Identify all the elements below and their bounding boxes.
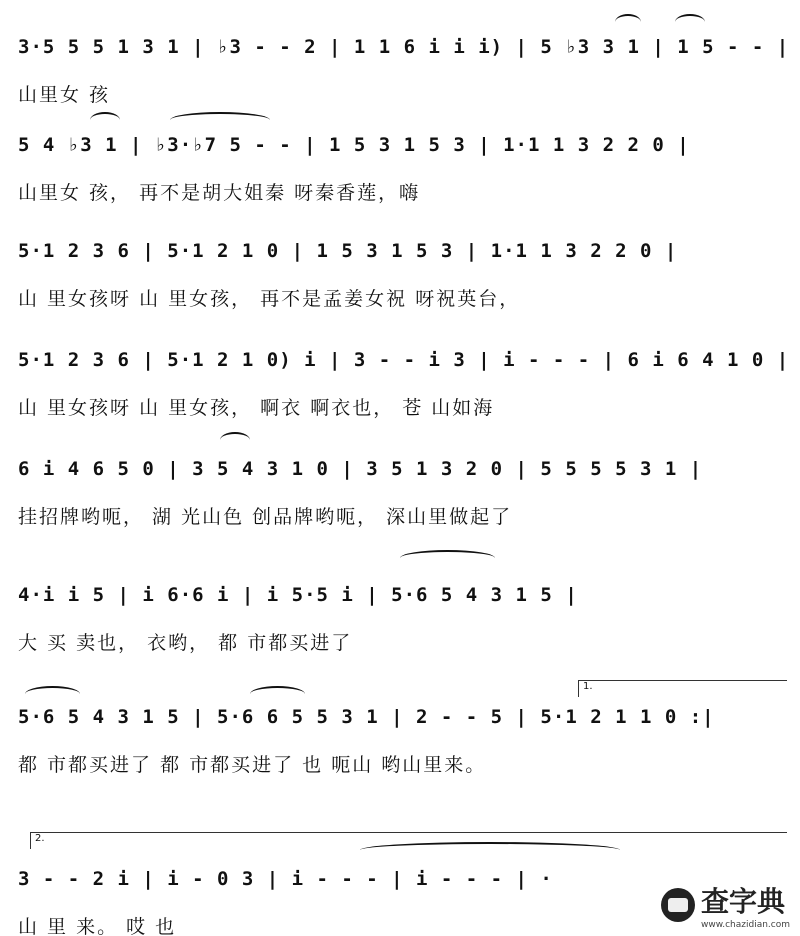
slur-mark: [400, 550, 495, 566]
notes-line-8: 3 - - 2 i | i - 0 3 | i - - - | i - - - | ·: [18, 868, 553, 890]
slur-mark: [25, 686, 80, 702]
watermark-title: 查字典: [700, 885, 785, 918]
staff-line-6: [0, 584, 800, 694]
lyrics-line-7: 都 市都买进了 都 市都买进了 也 呃山 哟山里来。: [18, 754, 487, 776]
notes-line-7: 5·6 5 4 3 1 5 | 5·6 6 5 5 3 1 | 2 - - 5 | 5·1 2 1 1 0 :|: [18, 706, 715, 728]
notes-line-6: 4·i i 5 | i 6·6 i | i 5·5 i | 5·6 5 4 3 1 5 |: [18, 584, 578, 606]
staff-line-1: [0, 36, 800, 146]
slur-mark: [90, 112, 120, 128]
lyrics-line-2: 山里女 孩， 再不是胡大姐秦 呀秦香莲，嗨: [18, 182, 421, 204]
slur-mark: [360, 842, 620, 858]
notes-line-2: 5 4 ♭3 1 | ♭3·♭7 5 - - | 1 5 3 1 5 3 | 1·1 1 3 2 2 0 |: [18, 134, 690, 156]
watermark: [661, 880, 790, 930]
notes-line-1: 3·5 5 5 1 3 1 | ♭3 - - 2 | 1 1 6 i i i) | 5 ♭3 3 1 | 1 5 - - |: [18, 36, 790, 58]
volta-2-label: 2.: [35, 833, 45, 844]
slur-mark: [220, 432, 250, 448]
staff-line-3: [0, 240, 800, 350]
notes-line-3: 5·1 2 3 6 | 5·1 2 1 0 | 1 5 3 1 5 3 | 1·1 1 3 2 2 0 |: [18, 240, 678, 262]
slur-mark: [250, 686, 305, 702]
lyrics-line-1: 山里女 孩: [18, 84, 111, 106]
staff-line-2: [0, 134, 800, 244]
lyrics-line-3: 山 里女孩呀 山 里女孩， 再不是孟姜女祝 呀祝英台，: [18, 288, 521, 310]
staff-line-4: [0, 349, 800, 459]
lyrics-line-8: 山 里 来。 哎 也: [18, 916, 177, 936]
lyrics-line-4: 山 里女孩呀 山 里女孩， 啊衣 啊衣也， 苍 山如海: [18, 397, 495, 419]
watermark-url: www.chazidian.com: [700, 920, 790, 930]
staff-line-5: [0, 458, 800, 568]
volta-bracket-1: [578, 680, 787, 697]
staff-line-7: [0, 706, 800, 816]
lyrics-line-6: 大 买 卖也， 衣哟， 都 市都买进了: [18, 632, 353, 654]
graduation-cap-icon: [661, 888, 695, 922]
watermark-text: [701, 880, 790, 930]
slur-mark: [170, 112, 270, 128]
slur-mark: [615, 14, 641, 30]
slur-mark: [675, 14, 705, 30]
lyrics-line-5: 挂招牌哟呃， 湖 光山色 创品牌哟呃， 深山里做起了: [18, 506, 513, 528]
notes-line-5: 6 i 4 6 5 0 | 3 5 4 3 1 0 | 3 5 1 3 2 0 | 5 5 5 5 3 1 |: [18, 458, 703, 480]
volta-1-label: 1.: [583, 681, 593, 692]
notes-line-4: 5·1 2 3 6 | 5·1 2 1 0) i | 3 - - i 3 | i - - - | 6 i 6 4 1 0 |: [18, 349, 790, 371]
